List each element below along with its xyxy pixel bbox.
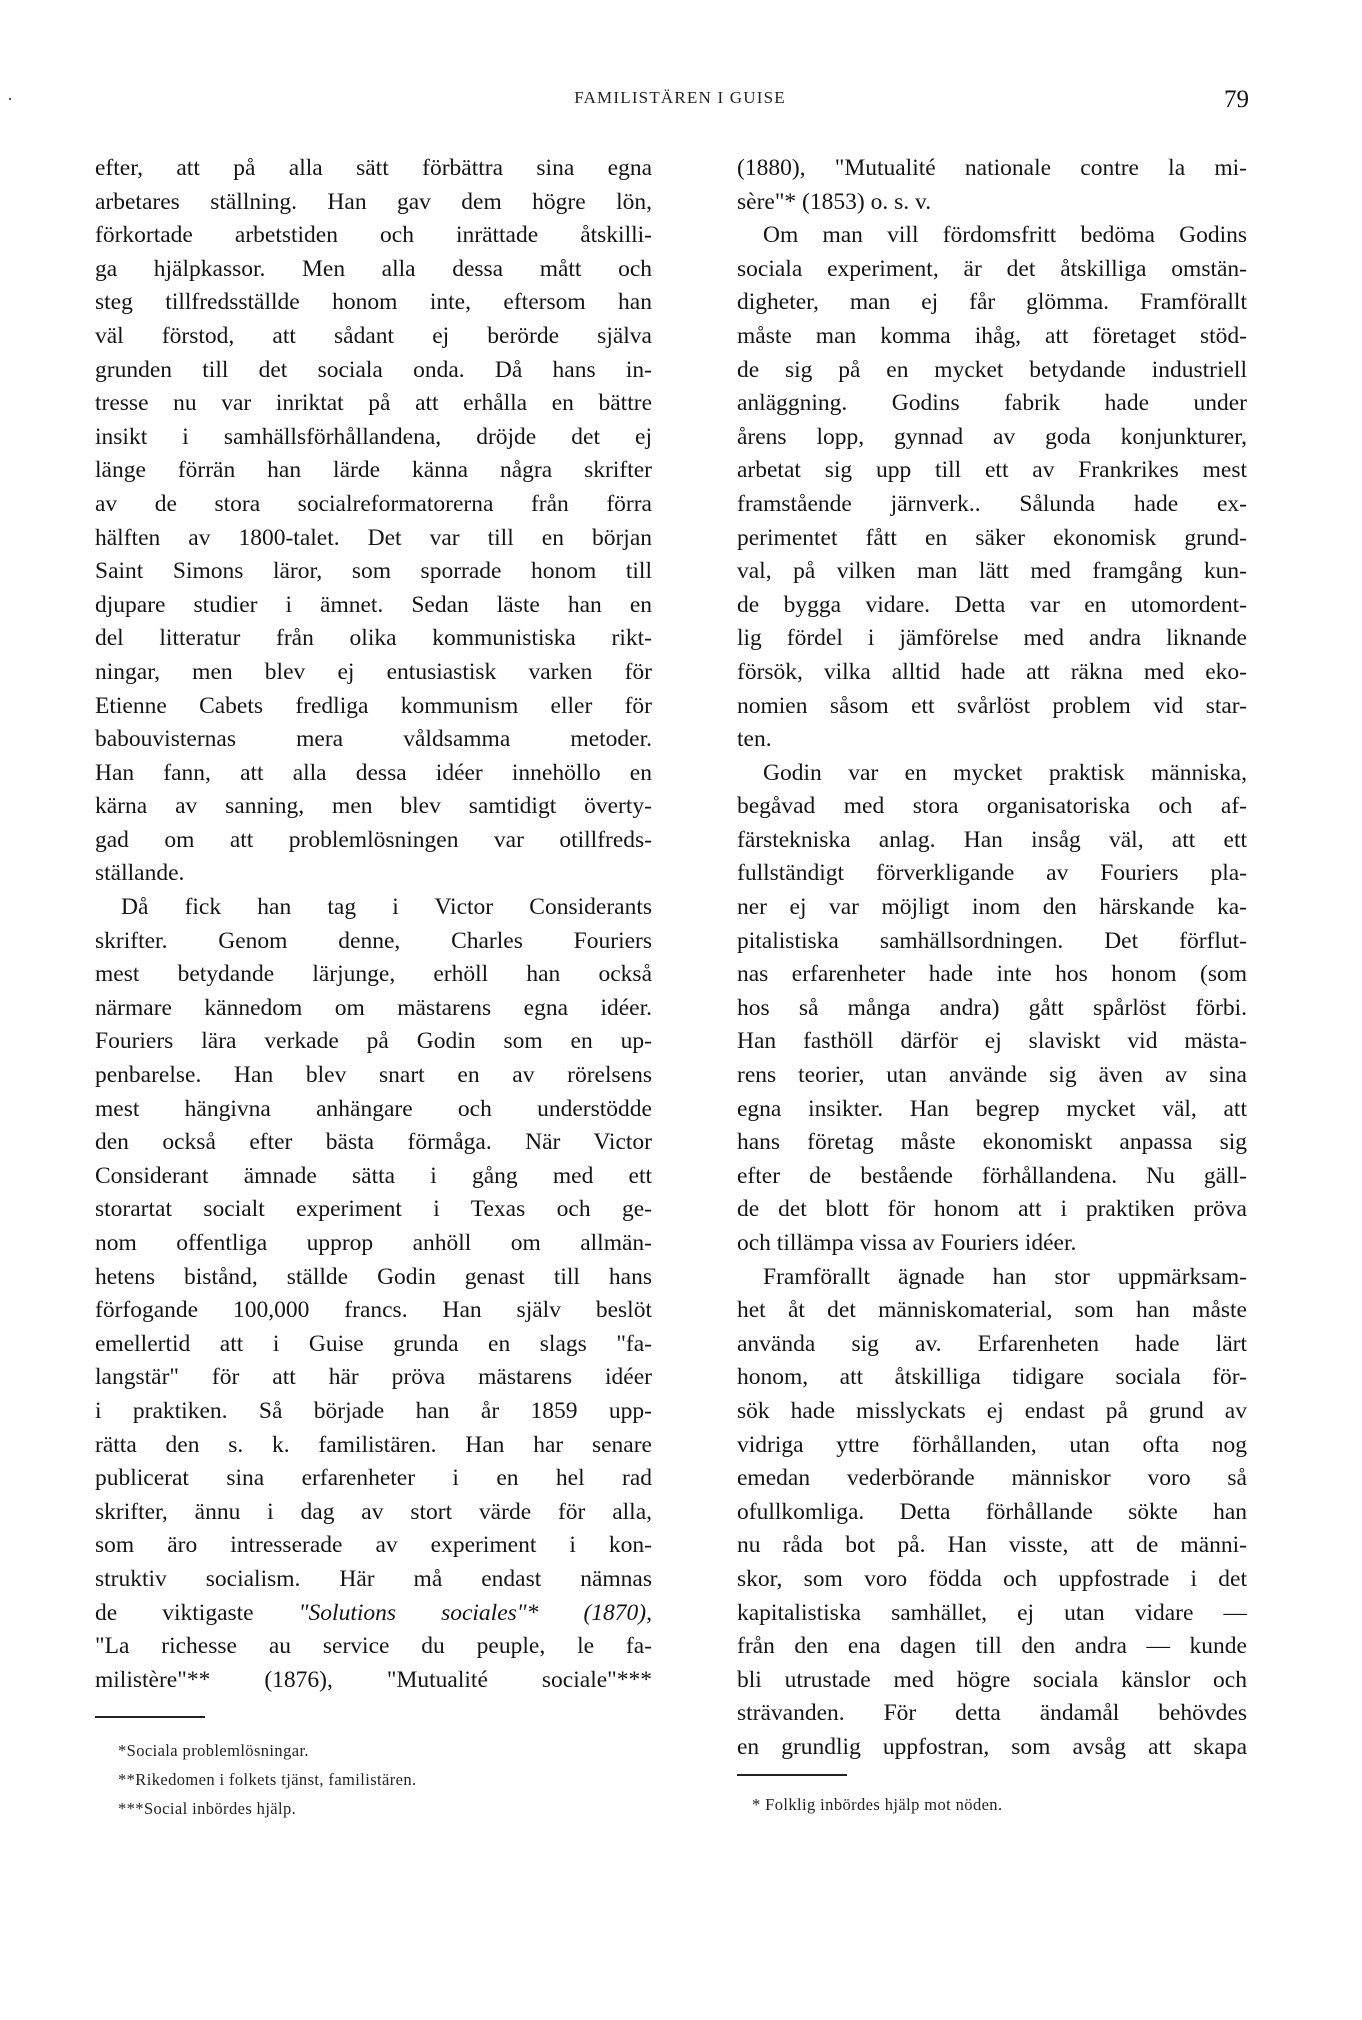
text-line: närmare kännedom om mästarens egna idéer. (95, 994, 652, 1021)
text-line: Godin var en mycket praktisk människa, (763, 759, 1247, 786)
text-line: emellertid att i Guise grunda en slags "fa- (95, 1330, 652, 1357)
text-line: Saint Simons läror, som sporrade honom till (95, 558, 652, 585)
text-line: arbetares ställning. Han gav dem högre lön, (95, 188, 652, 215)
text-line: het åt det människomaterial, som han måste (737, 1297, 1247, 1324)
text-line: Han fann, att alla dessa idéer innehöllo en (95, 759, 652, 786)
text-line: försök, vilka alltid hade att räkna med eko- (737, 658, 1247, 685)
text-line: sök hade misslyckats ej endast på grund av (737, 1397, 1247, 1424)
right-footnotes (752, 1790, 1003, 1819)
text-line: arbetat sig upp till ett av Frankrikes mest (737, 457, 1247, 484)
text-line: struktiv socialism. Här må endast nämnas (95, 1565, 652, 1592)
text-line: sère"* (1853) o. s. v. (737, 188, 932, 215)
text-line: rätta den s. k. familistären. Han har senare (95, 1431, 652, 1458)
text-line: val, på vilken man lätt med framgång kun- (737, 558, 1247, 585)
text-line: de det blott för honom att i praktiken pröva (737, 1196, 1247, 1223)
text-line: honom, att åtskilliga tidigare sociala för- (737, 1364, 1247, 1391)
text-line: mest betydande lärjunge, erhöll han också (95, 961, 652, 988)
text-line: emedan vederbörande människor voro så (737, 1465, 1247, 1492)
right-text-column (737, 152, 1247, 1765)
text-line: ten. (737, 726, 772, 753)
text-line: vidriga yttre förhållanden, utan ofta nog (737, 1431, 1247, 1458)
page-number: 79 (1224, 86, 1249, 113)
italic-book-title: "Solutions sociales"* (1870), (298, 1599, 652, 1626)
text-line: hos så många andra) gått spårlöst förbi. (737, 994, 1247, 1021)
text-line: storartat socialt experiment i Texas och ge- (95, 1196, 652, 1223)
text-line: publicerat sina erfarenheter i en hel rad (95, 1465, 652, 1492)
left-text-column (95, 152, 652, 1697)
text-line: lig fördel i jämförelse med andra liknande (737, 625, 1247, 652)
text-line: nu råda bot på. Han visste, att de männi- (737, 1532, 1247, 1559)
text-line: del litteratur från olika kommunistiska rikt- (95, 625, 652, 652)
text-line: langstär" för att här pröva mästarens idéer (95, 1364, 652, 1391)
text-line: "La richesse au service du peuple, le fa- (95, 1633, 652, 1660)
text-line: insikt i samhällsförhållandena, dröjde det ej (95, 423, 652, 450)
text-line: i praktiken. Så började han år 1859 upp- (95, 1397, 652, 1424)
text-line: begåvad med stora organisatoriska och af- (737, 793, 1247, 820)
footnote: **Rikedomen i folkets tjänst, familistären. (118, 1770, 417, 1789)
text-line: babouvisternas mera våldsamma metoder. (95, 726, 652, 753)
text-line: kärna av sanning, men blev samtidigt överty- (95, 793, 652, 820)
text-line: efter de bestående förhållandena. Nu gäll- (737, 1162, 1247, 1189)
text-line: måste man komma ihåg, att företaget stöd- (737, 322, 1247, 349)
text-line: perimentet fått en säker ekonomisk grund- (737, 524, 1247, 551)
running-title: FAMILISTÄREN I GUISE (574, 88, 786, 107)
text-line: gad om att problemlösningen var otillfreds- (95, 826, 652, 853)
text-line: kapitalistiska samhället, ej utan vidare — (737, 1599, 1247, 1626)
text-line: tresse nu var inriktat på att erhålla en bättre (95, 390, 652, 417)
text-line: Fouriers lära verkade på Godin som en up- (95, 1028, 652, 1055)
text-line: steg tillfredsställde honom inte, eftersom han (95, 289, 652, 316)
text-line: skrifter. Genom denne, Charles Fouriers (95, 927, 652, 954)
text-line: av de stora socialreformatorerna från förra (95, 490, 652, 517)
text-line: Han fasthöll därför ej slaviskt vid mästa- (737, 1028, 1247, 1055)
text-line: ningar, men blev ej entusiastisk varken för (95, 658, 652, 685)
text-line: ner ej var möjligt inom den härskande ka- (737, 894, 1247, 921)
text-line: Etienne Cabets fredliga kommunism eller för (95, 692, 652, 719)
text-line: grunden till det sociala onda. Då hans in- (95, 356, 652, 383)
footnote-separator-right (737, 1774, 847, 1776)
text-line: årens lopp, gynnad av goda konjunkturer, (737, 423, 1247, 450)
text-line: hälften av 1800-talet. Det var till en början (95, 524, 652, 551)
text-line: från den ena dagen till den andra — kunde (737, 1633, 1247, 1660)
text-line: ställande. (95, 860, 185, 887)
footnote: ***Social inbördes hjälp. (118, 1799, 297, 1818)
text-line: skor, som voro födda och uppfostrade i det (737, 1565, 1247, 1592)
footnote: * Folklig inbördes hjälp mot nöden. (752, 1795, 1003, 1814)
text-line: förfogande 100,000 francs. Han själv beslöt (95, 1297, 652, 1324)
text-line: strävanden. För detta ändamål behövdes (737, 1700, 1247, 1727)
text-line: hetens bistånd, ställde Godin genast till hans (95, 1263, 652, 1290)
scan-speck (9, 98, 11, 100)
footnote: *Sociala problemlösningar. (118, 1741, 309, 1760)
text-line: nomien såsom ett svårlöst problem vid star- (737, 692, 1247, 719)
text-line: (1880), "Mutualité nationale contre la mi- (737, 155, 1247, 181)
text-line: nom offentliga upprop anhöll om allmän- (95, 1230, 652, 1256)
text-line: mest hängivna anhängare och understödde (95, 1095, 652, 1122)
text-line: djupare studier i ämnet. Sedan läste han en (95, 591, 652, 618)
text-line: ofullkomliga. Detta förhållande sökte han (737, 1498, 1247, 1525)
text-line: som äro intresserade av experiment i kon- (95, 1532, 652, 1559)
text-line: den också efter bästa förmåga. När Victor (95, 1129, 652, 1156)
text-line: de sig på en mycket betydande industriell (737, 356, 1247, 383)
text-line: efter, att på alla sätt förbättra sina egna (95, 155, 652, 181)
text-line: Om man vill fördomsfritt bedöma Godins (763, 222, 1247, 249)
text-line: använda sig av. Erfarenheten hade lärt (737, 1330, 1247, 1357)
text-line: milistère"** (1876), "Mutualité sociale"*** (95, 1666, 652, 1693)
text-line: förkortade arbetstiden och inrättade åtskilli- (95, 222, 652, 249)
text-line: de bygga vidare. Detta var en utomordent- (737, 591, 1247, 618)
text-line: de viktigaste "Solutions sociales"* (1870), (95, 1599, 652, 1626)
text-line: Framförallt ägnade han stor uppmärksam- (763, 1263, 1247, 1290)
text-line: Då fick han tag i Victor Considerants (121, 894, 652, 921)
text-line: väl förstod, att sådant ej berörde själva (95, 322, 652, 349)
text-line: anläggning. Godins fabrik hade under (737, 390, 1247, 417)
footnote-separator-left (95, 1716, 205, 1718)
text-line: ga hjälpkassor. Men alla dessa mått och (95, 255, 652, 282)
text-line: pitalistiska samhällsordningen. Det förflut- (737, 927, 1247, 954)
text-line: egna insikter. Han begrep mycket väl, att (737, 1095, 1247, 1122)
text-line: rens teorier, utan använde sig även av sina (737, 1062, 1247, 1089)
text-line: skrifter, ännu i dag av stort värde för alla, (95, 1498, 652, 1525)
text-line: bli utrustade med högre sociala känslor och (737, 1666, 1247, 1693)
text-line: nas erfarenheter hade inte hos honom (som (737, 961, 1247, 988)
left-footnotes (118, 1736, 417, 1823)
text-line: fullständigt förverkligande av Fouriers pla- (737, 860, 1247, 887)
text-line: digheter, man ej får glömma. Framförallt (737, 289, 1247, 316)
text-line: och tillämpa vissa av Fouriers idéer. (737, 1230, 1077, 1256)
text-line: färstekniska anlag. Han insåg väl, att ett (737, 826, 1247, 853)
text-line: penbarelse. Han blev snart en av rörelsens (95, 1062, 652, 1089)
text-line: länge förrän han lärde känna några skrifter (95, 457, 652, 484)
text-line: sociala experiment, är det åtskilliga omstän- (737, 255, 1247, 282)
text-line: framstående järnverk.. Sålunda hade ex- (737, 490, 1247, 517)
text-line: Considerant ämnade sätta i gång med ett (95, 1162, 652, 1189)
text-line: hans företag måste ekonomiskt anpassa sig (737, 1129, 1247, 1156)
text-line: en grundlig uppfostran, som avsåg att skapa (737, 1733, 1247, 1760)
